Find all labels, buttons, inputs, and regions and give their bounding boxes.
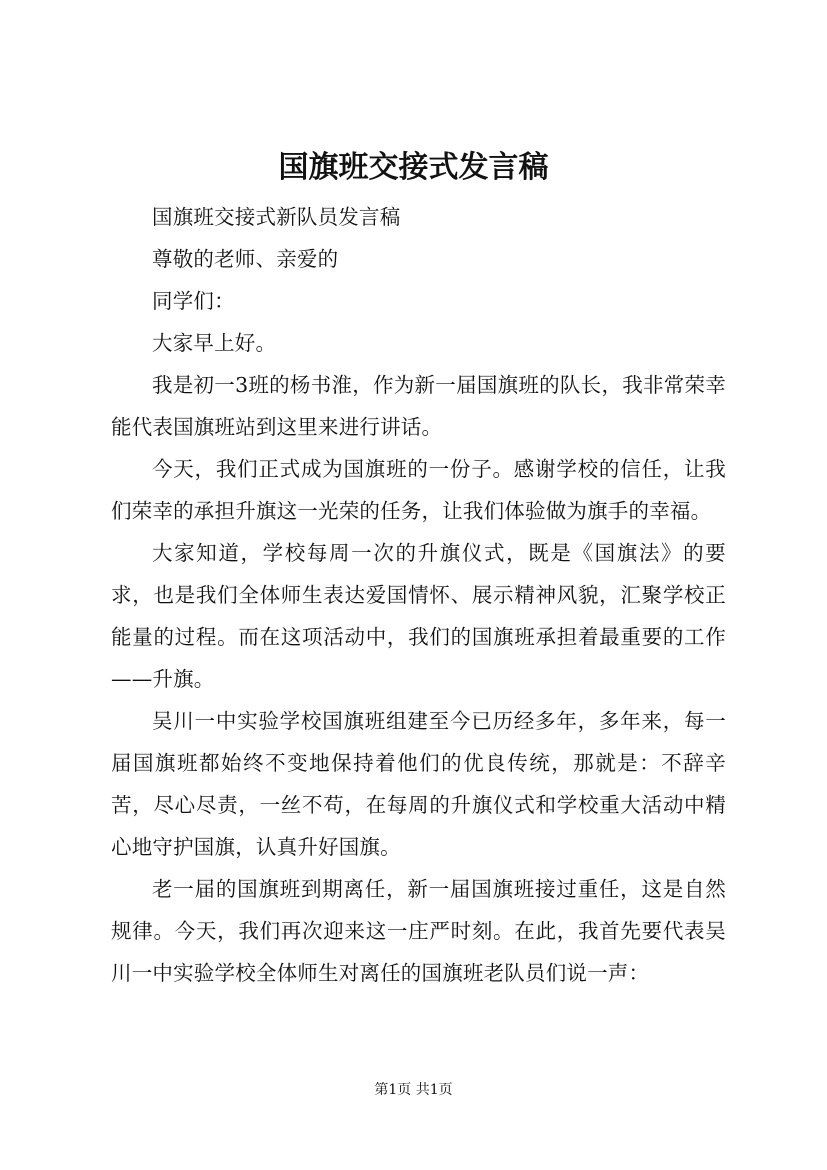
- document-body: [111, 196, 726, 994]
- paragraph-greeting: 尊敬的老师、亲爱的: [152, 247, 339, 271]
- paragraph-morning: 大家早上好。: [152, 331, 277, 355]
- document-title: 国旗班交接式发言稿: [278, 150, 549, 185]
- paragraph-handover: 老一届的国旗班到期离任，新一届国旗班接过重任，这是自然规律。今天，我们再次迎来这一庄严时刻。在此，我首先要代表吴川一中实验学校全体师生对离任的国旗班老队员们说一声：: [111, 877, 726, 985]
- paragraph-history: 吴川一中实验学校国旗班组建至今已历经多年，多年来，每一届国旗班都始终不变地保持着他们的优良传统，那就是：不辞辛苦，尽心尽责，一丝不苟，在每周的升旗仪式和学校重大活动中精心地守护国旗，认真升好国旗。: [111, 709, 726, 859]
- page-footer: 第1页 共1页: [374, 1082, 453, 1098]
- paragraph-greeting-cont: 同学们：: [152, 289, 235, 313]
- paragraph-intro: 我是初一3班的杨书淮，作为新一届国旗班的队长，我非常荣幸能代表国旗班站到这里来进行讲话。: [111, 373, 726, 439]
- paragraph-ceremony: 大家知道，学校每周一次的升旗仪式，既是《国旗法》的要求，也是我们全体师生表达爱国情怀、展示精神风貌，汇聚学校正能量的过程。而在这项活动中，我们的国旗班承担着最重要的工作——升旗。: [111, 541, 726, 691]
- paragraph-subtitle: 国旗班交接式新队员发言稿: [152, 205, 401, 229]
- paragraph-today: 今天，我们正式成为国旗班的一份子。感谢学校的信任，让我们荣幸的承担升旗这一光荣的任务，让我们体验做为旗手的幸福。: [111, 457, 726, 523]
